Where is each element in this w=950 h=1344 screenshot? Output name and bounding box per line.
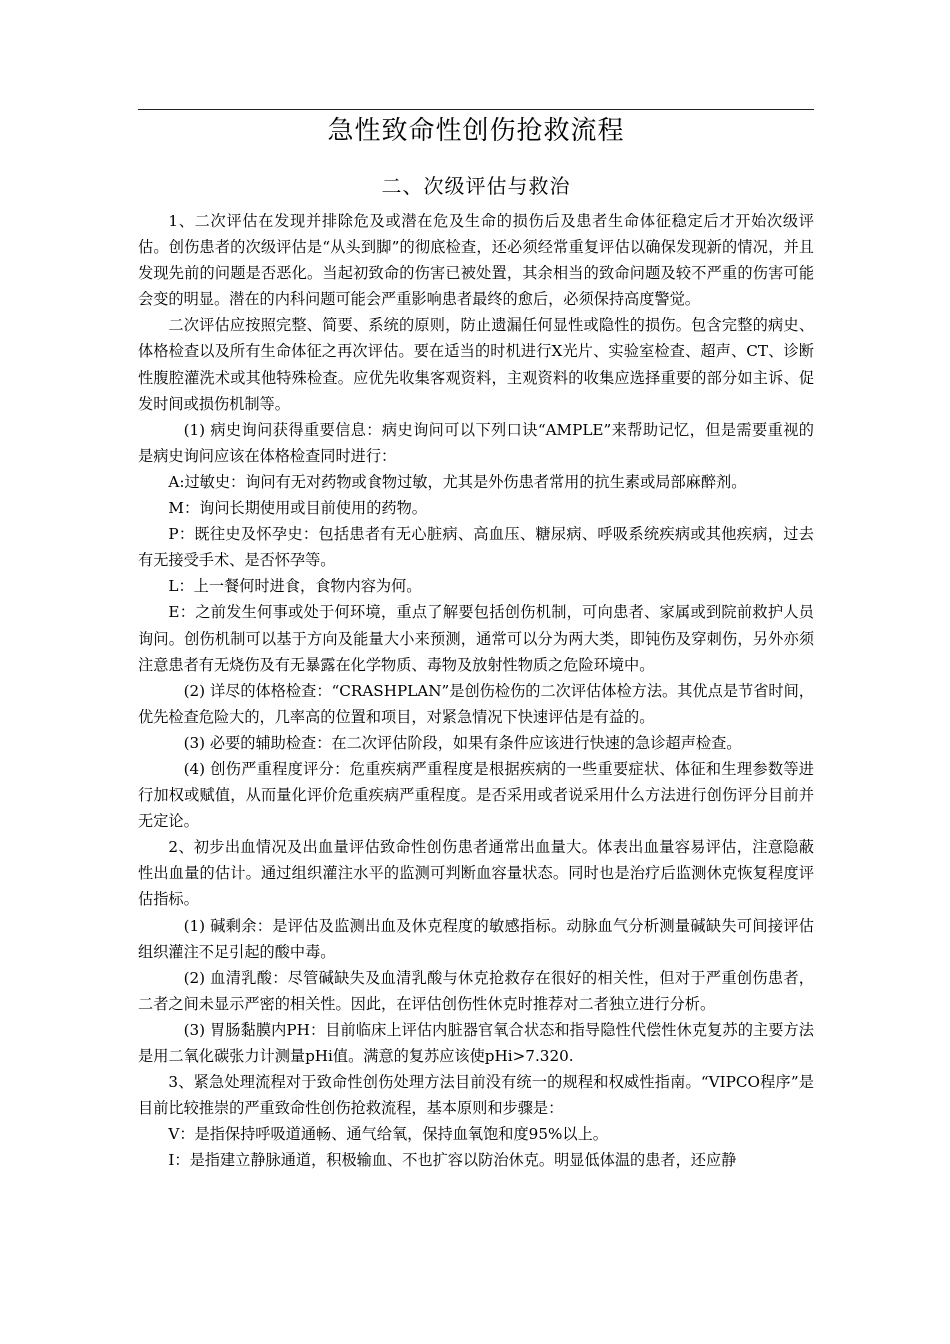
paragraph: P：既往史及怀孕史：包括患者有无心脏病、高血压、糖尿病、呼吸系统疾病或其他疾病，过去有无接受手术、是否怀孕等。 (138, 525, 814, 570)
header-rule (138, 109, 814, 110)
paragraph: 1、二次评估在发现并排除危及或潜在危及生命的损伤后及患者生命体征稳定后才开始次级评估。创伤患者的次级评估是“从头到脚”的彻底检查，还必须经常重复评估以确保发现新的情况，并且发现先前的问题是否恶化。当起初致命的伤害已被处置，其余相当的致命问题及较不严重的伤害可能会变的明显。潜在的内科问题可能会严重影响患者最终的愈后，必须保持高度警觉。 (138, 212, 814, 309)
paragraph: (1) 病史询问获得重要信息：病史询问可以下列口诀“AMPLE”来帮助记忆，但是需要重视的是病史询问应该在体格检查同时进行： (138, 420, 814, 465)
paragraph: A:过敏史：询问有无对药物或食物过敏，尤其是外伤患者常用的抗生素或局部麻醉剂。 (168, 472, 747, 491)
paragraph: M：询问长期使用或目前使用的药物。 (168, 499, 427, 518)
paragraph: V：是指保持呼吸道通畅、通气给氧，保持血氧饱和度95%以上。 (168, 1125, 608, 1144)
paragraph: I：是指建立静脉通道，积极输血、不也扩容以防治休克。明显低体温的患者，还应静 (168, 1151, 737, 1170)
paragraph: 2、初步出血情况及出血量评估致命性创伤患者通常出血量大。体表出血量容易评估，注意隐蔽性出血量的估计。通过组织灌注水平的监测可判断血容量状态。同时也是治疗后监测休克恢复程度评估指标。 (138, 838, 814, 909)
paragraph: (3) 必要的辅助检查：在二次评估阶段，如果有条件应该进行快速的急诊超声检查。 (183, 733, 742, 752)
paragraph: (3) 胃肠黏膜内PH：目前临床上评估内脏器官氧合状态和指导隐性代偿性休克复苏的主要方法是用二氧化碳张力计测量pHi值。满意的复苏应该使pHi>7.320. (138, 1020, 814, 1065)
section-heading: 二、次级评估与救治 (381, 174, 571, 198)
paragraph: (2) 血清乳酸：尽管碱缺失及血清乳酸与休克抢救存在很好的相关性，但对于严重创伤患者，二者之间未显示严密的相关性。因此，在评估创伤性休克时推荐对二者独立进行分析。 (138, 968, 814, 1013)
document-body (138, 208, 814, 1173)
paragraph: 3、紧急处理流程对于致命性创伤处理方法目前没有统一的规程和权威性指南。“VIPCO程序”是目前比较推崇的严重致命性创伤抢救流程，基本原则和步骤是： (138, 1073, 814, 1118)
paragraph: 二次评估应按照完整、简要、系统的原则，防止遗漏任何显性或隐性的损伤。包含完整的病史、体格检查以及所有生命体征之再次评估。要在适当的时机进行X光片、实验室检查、超声、CT、诊断性腹腔灌洗术或其他特殊检查。应优先收集客观资料，主观资料的收集应选择重要的部分如主诉、促发时间或损伤机制等。 (138, 316, 814, 413)
page-title: 急性致命性创伤抢救流程 (327, 116, 625, 146)
paragraph: (1) 碱剩余：是评估及监测出血及休克程度的敏感指标。动脉血气分析测量碱缺失可间接评估组织灌注不足引起的酸中毒。 (138, 916, 814, 961)
paragraph: (2) 详尽的体格检查：“CRASHPLAN”是创伤检伤的二次评估体检方法。其优点是节省时间，优先检查危险大的，几率高的位置和项目，对紧急情况下快速评估是有益的。 (138, 681, 814, 726)
paragraph: L：上一餐何时进食，食物内容为何。 (168, 577, 422, 596)
paragraph: (4) 创伤严重程度评分：危重疾病严重程度是根据疾病的一些重要症状、体征和生理参数等进行加权或赋值，从而量化评价危重疾病严重程度。是否采用或者说采用什么方法进行创伤评分目前并无定论。 (138, 759, 814, 831)
paragraph: E：之前发生何事或处于何环境，重点了解要包括创伤机制，可向患者、家属或到院前救护人员询问。创伤机制可以基于方向及能量大小来预测，通常可以分为两大类，即钝伤及穿刺伤，另外亦须注意患者有无烧伤及有无暴露在化学物质、毒物及放射性物质之危险环境中。 (138, 603, 814, 674)
